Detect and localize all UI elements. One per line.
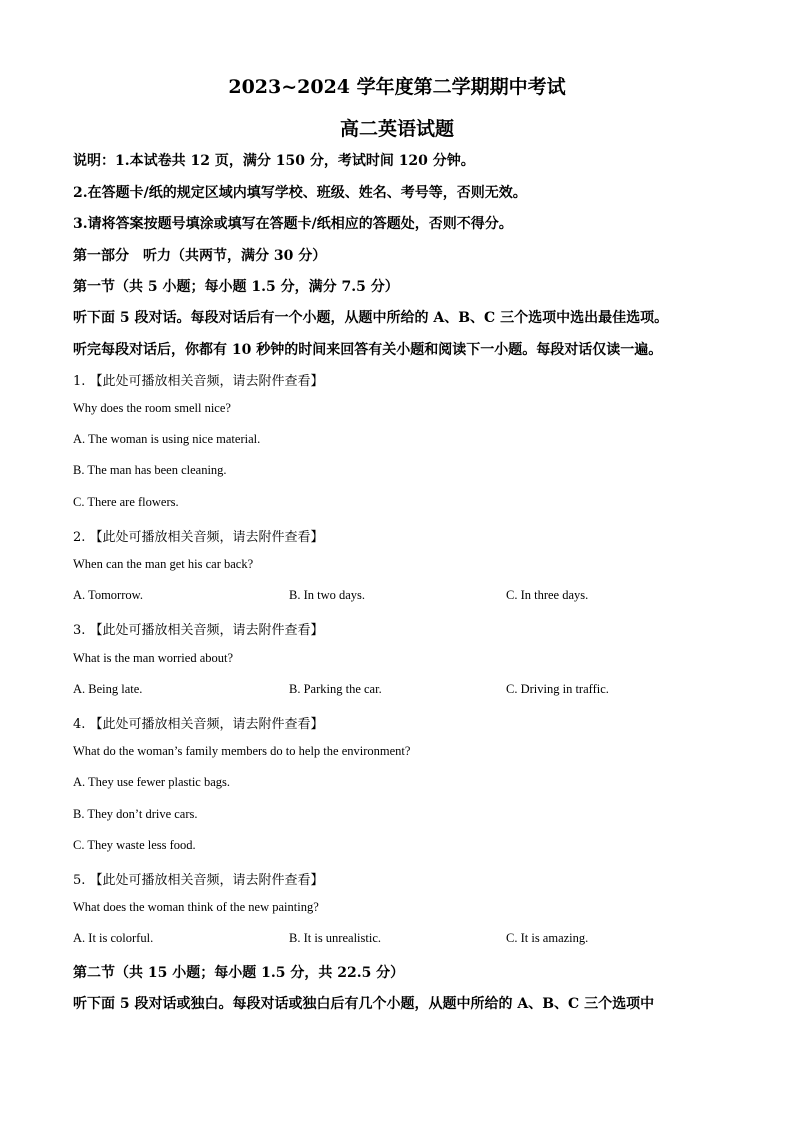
option-c: C. They waste less food. xyxy=(73,838,196,852)
option-c: C. In three days. xyxy=(506,588,589,602)
audio-placeholder[interactable]: 3. 【此处可播放相关音频，请去附件查看】 xyxy=(73,623,324,638)
exam-title: 2023~2024 学年度第二学期期中考试 xyxy=(228,76,566,98)
question-text: What does the woman think of the new painting? xyxy=(73,900,319,914)
option-c: C. Driving in traffic. xyxy=(506,682,609,696)
option-row xyxy=(73,682,753,700)
audio-placeholder[interactable]: 5. 【此处可播放相关音频，请去附件查看】 xyxy=(73,873,324,888)
option-b: B. The man has been cleaning. xyxy=(73,463,227,477)
part1-heading: 第一部分 听力（共两节，满分 30 分） xyxy=(73,248,327,264)
instruction-line: 3.请将答案按题号填涂或填写在答题卡/纸相应的答题处，否则不得分。 xyxy=(73,216,513,232)
question-text: What do the woman’s family members do to help the environment? xyxy=(73,744,411,758)
section1-directions: 听下面 5 段对话。每段对话后有一个小题，从题中所给的 A、B、C 三个选项中选出最佳选项。 xyxy=(73,310,669,326)
section1-directions: 听完每段对话后，你都有 10 秒钟的时间来回答有关小题和阅读下一小题。每段对话仅读一遍。 xyxy=(73,342,663,358)
section1-heading: 第一节（共 5 小题；每小题 1.5 分，满分 7.5 分） xyxy=(73,279,399,295)
option-b: B. Parking the car. xyxy=(289,682,382,696)
option-a: A. Tomorrow. xyxy=(73,588,143,602)
section2-directions: 听下面 5 段对话或独白。每段对话或独白后有几个小题，从题中所给的 A、B、C 三个选项中 xyxy=(73,996,655,1012)
option-row xyxy=(73,588,753,606)
question-text: Why does the room smell nice? xyxy=(73,401,231,415)
instruction-line: 说明：1.本试卷共 12 页，满分 150 分，考试时间 120 分钟。 xyxy=(73,153,475,169)
question-text: What is the man worried about? xyxy=(73,651,234,665)
option-b: B. It is unrealistic. xyxy=(289,931,381,945)
option-a: A. The woman is using nice material. xyxy=(73,432,261,446)
audio-placeholder[interactable]: 1. 【此处可播放相关音频，请去附件查看】 xyxy=(73,374,324,389)
instruction-line: 2.在答题卡/纸的规定区域内填写学校、班级、姓名、考号等，否则无效。 xyxy=(73,185,527,201)
option-c: C. It is amazing. xyxy=(506,931,589,945)
option-b: B. In two days. xyxy=(289,588,366,602)
audio-placeholder[interactable]: 4. 【此处可播放相关音频，请去附件查看】 xyxy=(73,717,324,732)
audio-placeholder[interactable]: 2. 【此处可播放相关音频，请去附件查看】 xyxy=(73,530,324,545)
option-row xyxy=(73,931,753,949)
question-text: When can the man get his car back? xyxy=(73,557,254,571)
option-c: C. There are flowers. xyxy=(73,495,179,509)
option-b: B. They don’t drive cars. xyxy=(73,807,198,821)
section2-heading: 第二节（共 15 小题；每小题 1.5 分，共 22.5 分） xyxy=(73,965,405,981)
exam-subtitle: 高二英语试题 xyxy=(339,118,454,140)
option-a: A. Being late. xyxy=(73,682,143,696)
option-a: A. It is colorful. xyxy=(73,931,154,945)
option-a: A. They use fewer plastic bags. xyxy=(73,775,231,789)
